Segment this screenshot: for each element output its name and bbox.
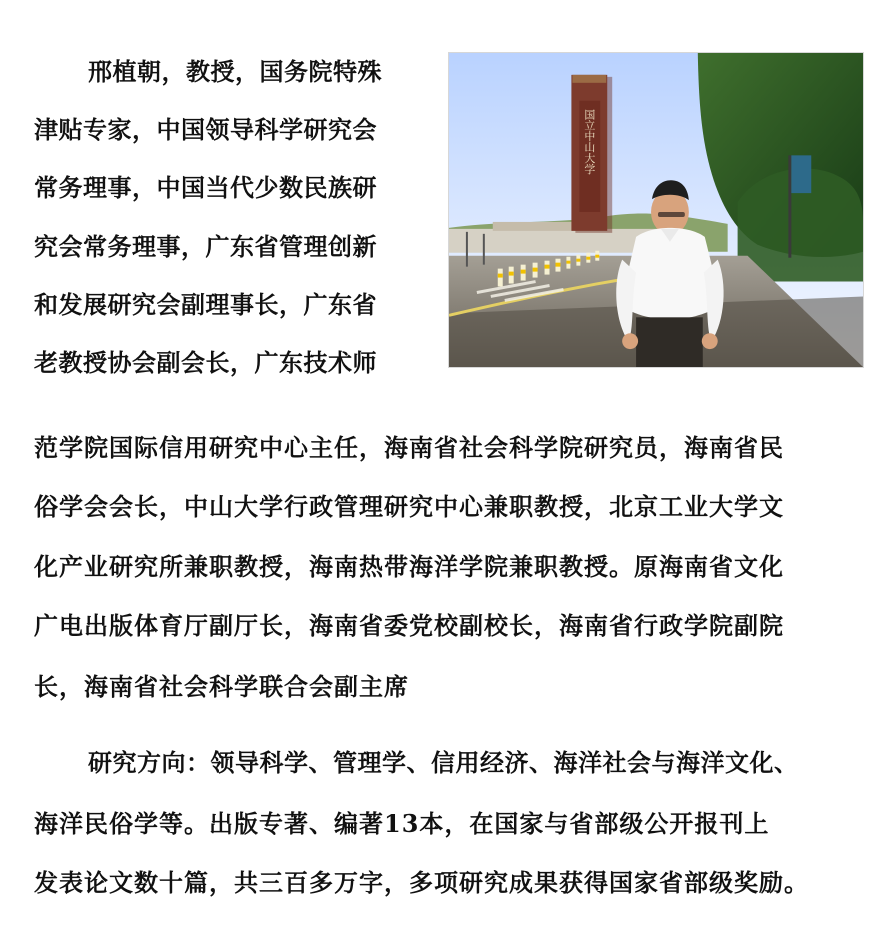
signpost: [788, 155, 791, 257]
monument-text: 国立中山大学: [582, 108, 596, 175]
bio-line-4: 究会常务理事，广东省管理创新: [34, 232, 377, 261]
bio-line-9: 化产业研究所兼职教授，海南热带海洋学院兼职教授。原海南省文化: [34, 552, 784, 581]
bio-line-11: 长，海南省社会科学联合会副主席: [34, 672, 409, 701]
research-line-3: 发表论文数十篇，共三百多万字，多项研究成果获得国家省部级奖励。: [34, 868, 809, 897]
street-sign: [791, 155, 811, 193]
bio-line-3: 常务理事，中国当代少数民族研: [34, 173, 377, 202]
bio-line-2: 津贴专家，中国领导科学研究会: [34, 115, 377, 144]
portrait-photo: [448, 52, 864, 368]
bio-line-8: 俗学会会长，中山大学行政管理研究中心兼职教授，北京工业大学文: [34, 492, 784, 521]
photo-illustration: [449, 53, 863, 367]
research-line-1: 研究方向：领导科学、管理学、信用经济、海洋社会与海洋文化、: [88, 748, 799, 777]
bio-line-1: 邢植朝，教授，国务院特殊: [88, 57, 382, 86]
bio-line-7: 范学院国际信用研究中心主任，海南省社会科学院研究员，海南省民: [34, 433, 784, 462]
bio-line-5: 和发展研究会副理事长，广东省: [34, 290, 377, 319]
research-line-2: 海洋民俗学等。出版专著、编著13本，在国家与省部级公开报刊上: [34, 809, 770, 838]
bio-line-10: 广电出版体育厅副厅长，海南省委党校副校长，海南省行政学院副院: [34, 611, 784, 640]
monument-top: [572, 75, 606, 83]
bio-line-6: 老教授协会副会长，广东技术师: [34, 348, 377, 377]
